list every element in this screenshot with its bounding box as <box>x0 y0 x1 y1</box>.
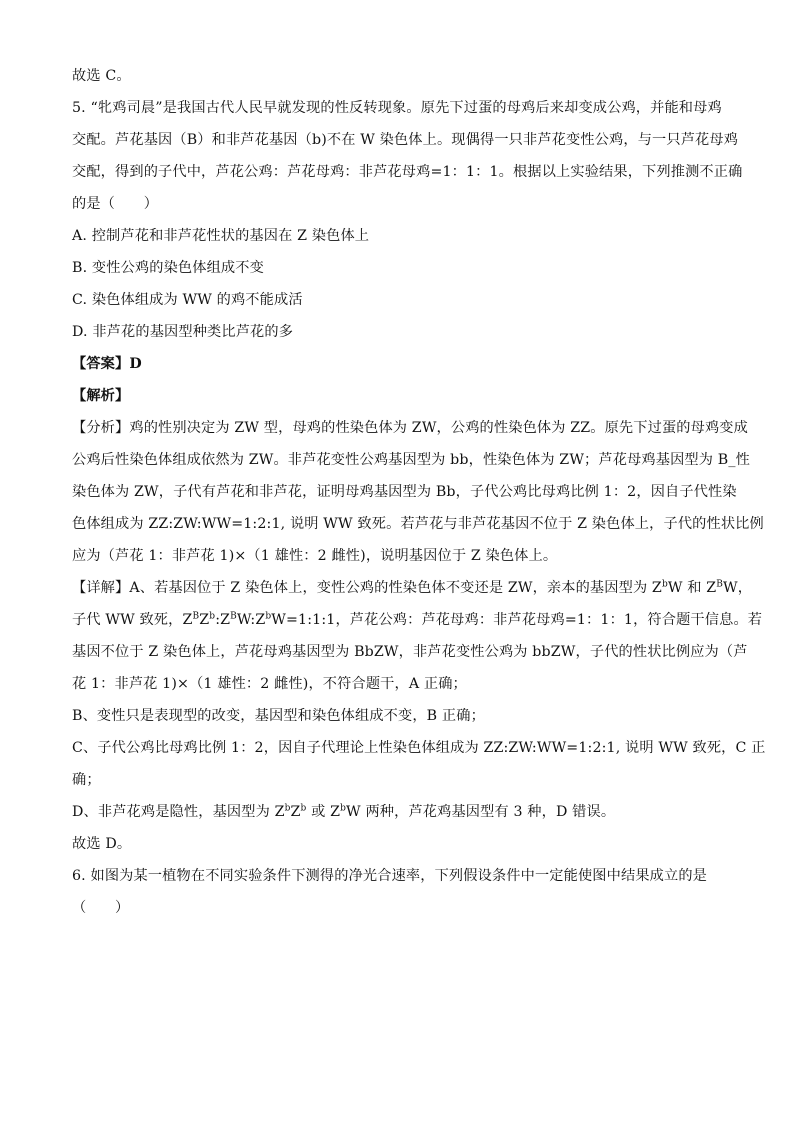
analysis-text: 【分析】鸡的性别决定为 ZW 型，母鸡的性染色体为 ZW，公鸡的性染色体为 ZZ。原先下过蛋的母鸡变成 <box>72 420 748 436</box>
text-segment: W 两种，芦花鸡基因型有 3 种，D 错误。 <box>346 804 616 820</box>
text-line: 故选 C。 <box>72 68 131 84</box>
superscript: b <box>284 803 291 814</box>
option-a: A. 控制芦花和非芦花性状的基因在 Z 染色体上 <box>72 228 370 244</box>
genotype-line <box>72 610 763 630</box>
text-segment: 或 Z <box>306 804 341 820</box>
text-segment: 【详解】A、若基因位于 Z 染色体上，变性公鸡的性染色体不变还是 ZW，亲本的基因型为 Z <box>72 580 662 596</box>
question-6-stem: 6. 如图为某一植物在不同实验条件下测得的净光合速率，下列假设条件中一定能使图中结果成立的是 <box>72 868 708 884</box>
text-line: 交配，得到的子代中，芦花公鸡：芦花母鸡：非芦花母鸡=1：1：1。根据以上实验结果，下列推测不正确 <box>72 164 743 180</box>
d-explanation <box>72 802 722 822</box>
option-d: D. 非芦花的基因型种类比芦花的多 <box>72 324 294 340</box>
text-line: （ ） <box>72 900 130 916</box>
text-line: 公鸡后性染色体组成依然为 ZW。非芦花变性公鸡基因型为 bb，性染色体为 ZW；芦花母鸡基因型为 B_性 <box>72 452 750 468</box>
text-line: 基因不位于 Z 染色体上，芦花母鸡基因型为 BbZW，非芦花变性公鸡为 bbZW，子代的性状比例应为（芦 <box>72 644 748 660</box>
text-line: 应为（芦花 1：非芦花 1)×（1 雄性：2 雌性)，说明基因位于 Z 染色体上。 <box>72 548 558 564</box>
text-line: C、子代公鸡比母鸡比例 1：2，因自子代理论上性染色体组成为 ZZ:ZW:WW=1:2:1, 说明 WW 致死，C 正 <box>72 740 766 756</box>
analysis-heading: 【解析】 <box>72 388 130 404</box>
text-line: 故选 D。 <box>72 836 132 852</box>
superscript: b <box>209 611 216 622</box>
superscript: b <box>300 803 307 814</box>
superscript: b <box>265 611 272 622</box>
superscript: B <box>230 611 237 622</box>
answer-label: 【答案】D <box>72 356 142 372</box>
superscript: b <box>340 803 347 814</box>
text-segment: W:Z <box>236 612 266 628</box>
text-segment: Z <box>290 804 301 820</box>
text-segment: W=1:1:1，芦花公鸡：芦花母鸡：非芦花母鸡=1：1：1，符合题干信息。若 <box>271 612 763 628</box>
text-segment: Z <box>182 612 193 628</box>
text-line: 染色体为 ZW，子代有芦花和非芦花，证明母鸡基因型为 Bb，子代公鸡比母鸡比例 1：2，因自子代性染 <box>72 484 737 500</box>
text-segment: D、非芦花鸡是隐性，基因型为 Z <box>72 804 285 820</box>
question-5-stem: 5. “牝鸡司晨”是我国古代人民早就发现的性反转现象。原先下过蛋的母鸡后来却变成公鸡，并能和母鸡 <box>72 100 722 116</box>
option-b: B. 变性公鸡的染色体组成不变 <box>72 260 264 276</box>
superscript: B <box>716 579 724 590</box>
text-segment: W 和 Z <box>667 580 717 596</box>
option-c: C. 染色体组成为 WW 的鸡不能成活 <box>72 292 303 308</box>
text-line: B、变性只是表现型的改变，基因型和染色体组成不变，B 正确； <box>72 708 485 724</box>
detail-text <box>72 578 753 598</box>
text-line: 色体组成为 ZZ:ZW:WW=1:2:1, 说明 WW 致死。若芦花与非芦花基因不位于 Z 染色体上，子代的性状比例 <box>72 516 764 532</box>
text-segment: W， <box>723 580 753 596</box>
superscript: b <box>661 579 668 590</box>
superscript: B <box>192 611 200 622</box>
text-segment: 子代 WW 致死， <box>72 612 183 628</box>
text-line: 花 1：非芦花 1)×（1 雄性：2 雌性)，不符合题干，A 正确； <box>72 676 467 692</box>
text-line: 交配。芦花基因（B）和非芦花基因（b)不在 W 染色体上。现偶得一只非芦花变性公鸡，与一只芦花母鸡 <box>72 132 739 148</box>
text-segment: Z <box>199 612 210 628</box>
text-line: 的是（ ） <box>72 196 159 212</box>
text-segment: :Z <box>215 612 231 628</box>
text-line: 确； <box>72 772 101 788</box>
